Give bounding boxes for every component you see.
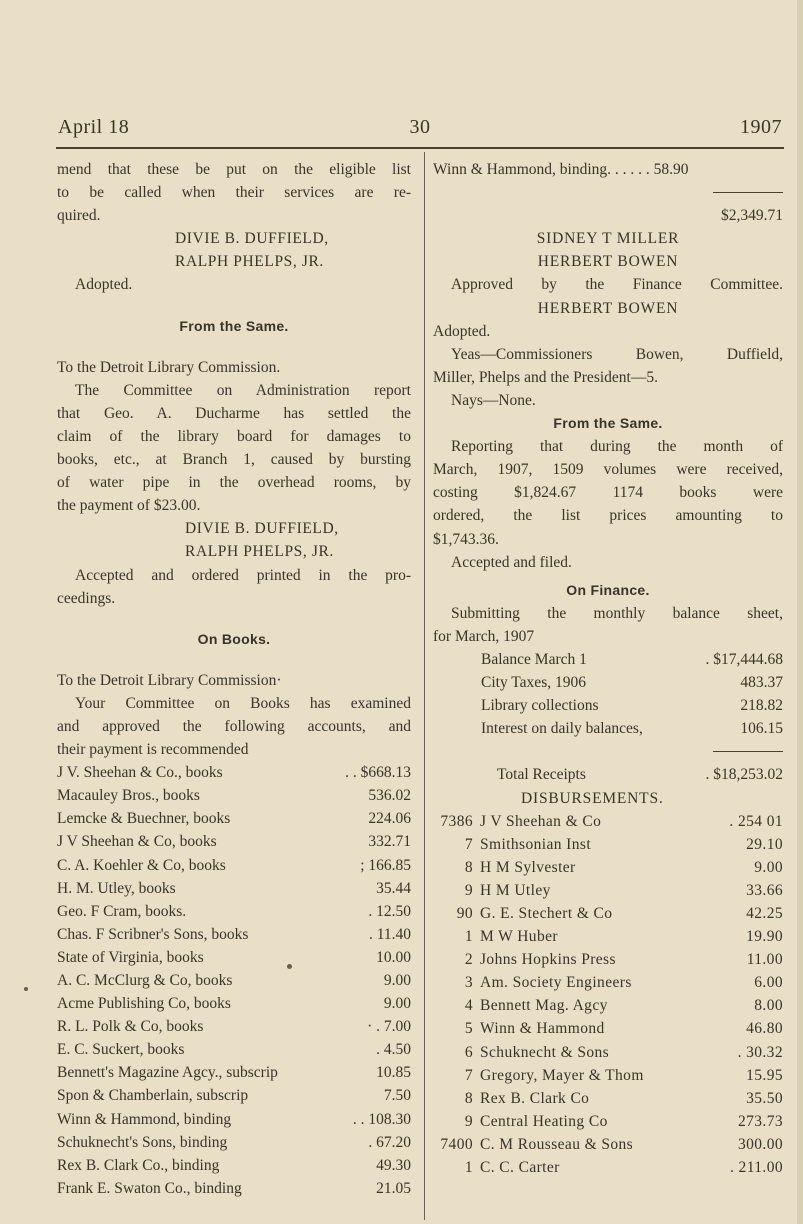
section-heading: From the Same. <box>179 317 289 334</box>
payment-amount: . 254 01 <box>729 812 783 830</box>
account-name: Winn & Hammond, binding <box>57 1110 232 1128</box>
account-amount: 49.30 <box>376 1156 411 1174</box>
account-name: J V. Sheehan & Co., books <box>57 764 223 782</box>
disbursement-row <box>433 833 783 856</box>
payee-name: H M Utley <box>480 881 551 899</box>
text-line: Accepted and filed. <box>451 553 572 571</box>
account-amount: . 4.50 <box>376 1041 411 1059</box>
header-rule <box>56 147 784 149</box>
text-line: $1,743.36. <box>433 530 499 548</box>
disbursement-row <box>433 1110 783 1133</box>
disbursement-row <box>433 1041 783 1064</box>
account-row <box>57 946 411 969</box>
payment-amount: 8.00 <box>754 997 783 1015</box>
address-line: To the Detroit Library Commission· <box>57 671 282 689</box>
text-line: Reporting that during the month of <box>451 438 783 456</box>
disbursement-row <box>433 1017 783 1040</box>
text-line: Winn & Hammond, binding. . . . . . 58.90 <box>433 161 689 178</box>
receipts-rule <box>433 740 783 763</box>
payment-amount: 29.10 <box>746 835 783 853</box>
payee-name: Winn & Hammond <box>480 1020 605 1038</box>
disbursement-row <box>433 1064 783 1087</box>
account-amount: 7.50 <box>383 1087 411 1105</box>
payee-name: G. E. Stechert & Co <box>480 905 613 922</box>
voucher-number: 5 <box>464 1020 473 1038</box>
payment-amount: 19.90 <box>746 928 783 946</box>
disbursement-row <box>433 856 783 879</box>
voucher-number: 9 <box>464 881 473 899</box>
left-column <box>57 158 411 1200</box>
signature-line: HERBERT BOWEN <box>537 253 679 271</box>
text-line: Nays—None. <box>451 391 536 409</box>
signature-line: SIDNEY T MILLER <box>536 230 680 248</box>
section-heading: On Books. <box>197 630 271 647</box>
account-row <box>57 923 411 946</box>
voucher-number: 7400 <box>440 1135 473 1153</box>
payee-name: C. M Rousseau & Sons <box>480 1135 634 1153</box>
signature-line: DIVIE B. DUFFIELD, <box>185 520 339 538</box>
balance-name: City Taxes, 1906 <box>481 674 586 692</box>
ink-speck <box>24 987 28 991</box>
account-row <box>57 877 411 900</box>
disbursement-row <box>433 971 783 994</box>
account-name: Bennett's Magazine Agcy., subscrip <box>57 1064 278 1082</box>
account-amount: . . 108.30 <box>352 1110 411 1128</box>
payee-name: Central Heating Co <box>480 1112 608 1130</box>
disbursement-row <box>433 1156 783 1179</box>
total-rule <box>433 181 783 204</box>
balance-row <box>433 694 783 717</box>
account-name: Macauley Bros., books <box>57 787 200 805</box>
payee-name: H M Sylvester <box>480 858 576 876</box>
account-amount: 9.00 <box>383 995 411 1013</box>
payment-amount: . 30.32 <box>737 1043 783 1061</box>
payment-amount: 300.00 <box>737 1135 783 1153</box>
payee-name: Schuknecht & Sons <box>480 1043 610 1061</box>
balance-row <box>433 648 783 671</box>
account-row <box>57 854 411 877</box>
balance-row <box>433 717 783 740</box>
voucher-number: 7386 <box>440 812 473 830</box>
account-name: H. M. Utley, books <box>57 879 176 897</box>
account-amount: 21.05 <box>376 1179 411 1197</box>
account-amount: 332.71 <box>368 833 411 851</box>
account-name: R. L. Polk & Co, books <box>57 1018 204 1036</box>
voucher-number: 1 <box>464 1159 473 1177</box>
payment-amount: 35.50 <box>746 1089 783 1107</box>
signature-line: HERBERT BOWEN <box>537 299 679 317</box>
text-line: books, etc., at Branch 1, caused by bursting <box>57 451 411 469</box>
payment-amount: 46.80 <box>746 1020 783 1038</box>
payee-name: C. C. Carter <box>480 1159 560 1177</box>
payment-amount: 9.00 <box>754 858 783 876</box>
voucher-number: 7 <box>464 1066 473 1084</box>
payee-name: M W Huber <box>480 928 558 946</box>
voucher-number: 7 <box>464 835 473 853</box>
address-line: To the Detroit Library Commission. <box>57 358 281 376</box>
account-name: C. A. Koehler & Co, books <box>57 856 226 874</box>
text-line: to be called when their services are re- <box>57 184 411 202</box>
account-name: A. C. McClurg & Co, books <box>57 972 233 989</box>
account-amount: 10.85 <box>376 1064 411 1082</box>
account-amount: . 11.40 <box>368 925 411 943</box>
balance-name: Library collections <box>481 697 599 715</box>
total-receipts-row <box>433 763 783 786</box>
payment-amount: 33.66 <box>746 881 783 899</box>
disbursement-row <box>433 879 783 902</box>
account-row <box>57 830 411 853</box>
text-line: ordered, the list prices amounting to <box>433 507 783 525</box>
text-line: for March, 1907 <box>433 627 535 645</box>
right-column <box>433 158 783 1179</box>
payee-name: Smithsonian Inst <box>480 835 592 853</box>
text-line: Yeas—Commissioners Bowen, Duffield, <box>451 345 783 363</box>
total-amount: $2,349.71 <box>721 207 783 225</box>
account-name: Lemcke & Buechner, books <box>57 810 231 828</box>
account-name: State of Virginia, books <box>57 948 204 966</box>
account-amount: ; 166.85 <box>360 856 411 874</box>
account-row <box>57 1154 411 1177</box>
payment-amount: 273.73 <box>737 1112 783 1130</box>
voucher-number: 8 <box>464 1089 473 1107</box>
account-name: Acme Publishing Co, books <box>57 995 231 1013</box>
total-receipts-amount: . $18,253.02 <box>705 766 783 784</box>
page-number: 30 <box>409 116 431 138</box>
account-row <box>57 1177 411 1200</box>
voucher-number: 4 <box>464 997 473 1015</box>
balance-amount: . $17,444.68 <box>705 650 783 668</box>
text-line: ceedings. <box>57 589 116 607</box>
signature-line: DIVIE B. DUFFIELD, <box>175 230 329 248</box>
payee-name: Rex B. Clark Co <box>480 1089 590 1107</box>
total-receipts-label: Total Receipts <box>497 766 586 784</box>
text-line: that Geo. A. Ducharme has settled the <box>57 404 411 422</box>
voucher-number: 1 <box>464 928 473 946</box>
section-heading: From the Same. <box>553 415 663 432</box>
balance-name: Balance March 1 <box>481 650 587 668</box>
balance-amount: 106.15 <box>740 720 783 738</box>
text-line: Submitting the monthly balance sheet, <box>451 604 783 622</box>
disbursement-row <box>433 994 783 1017</box>
adopted-text: Adopted. <box>75 276 133 294</box>
text-line: claim of the library board for damages to <box>57 427 411 445</box>
text-line: their payment is recommended <box>57 741 249 759</box>
account-name: Spon & Chamberlain, subscrip <box>57 1087 249 1105</box>
disbursement-row <box>433 925 783 948</box>
balance-amount: 483.37 <box>740 674 783 692</box>
disbursement-row <box>433 948 783 971</box>
text-line: mend that these be put on the eligible list <box>57 161 411 178</box>
account-name: Chas. F Scribner's Sons, books <box>57 925 249 943</box>
voucher-number: 8 <box>464 858 473 876</box>
signature-line: RALPH PHELPS, JR. <box>175 253 324 271</box>
voucher-number: 9 <box>464 1112 473 1130</box>
account-name: Schuknecht's Sons, binding <box>57 1133 228 1151</box>
voucher-number: 90 <box>456 905 473 922</box>
balance-name: Interest on daily balances, <box>481 720 643 738</box>
account-row <box>57 969 411 992</box>
text-line: Miller, Phelps and the President—5. <box>433 368 658 386</box>
payment-amount: 6.00 <box>754 974 783 992</box>
text-line: March, 1907, 1509 volumes were received, <box>433 461 783 479</box>
account-row <box>57 900 411 923</box>
text-line: of water pipe in the overhead rooms, by <box>57 474 411 492</box>
header-year: 1907 <box>740 116 782 138</box>
disbursements-heading: DISBURSEMENTS. <box>521 789 664 807</box>
disbursement-row <box>433 810 783 833</box>
account-row <box>57 1038 411 1061</box>
text-line: costing $1,824.67 1174 books were <box>433 484 783 502</box>
payee-name: Am. Society Engineers <box>480 974 632 992</box>
page-header <box>58 116 782 146</box>
text-line: The Committee on Administration report <box>75 381 411 399</box>
payee-name: J V Sheehan & Co <box>480 812 602 830</box>
account-row <box>57 1015 411 1038</box>
account-amount: . . $668.13 <box>345 764 411 782</box>
voucher-number: 2 <box>464 951 473 969</box>
header-date: April 18 <box>58 116 130 138</box>
account-amount: 35.44 <box>376 879 411 897</box>
account-amount: 536.02 <box>368 787 411 805</box>
account-amount: 10.00 <box>376 948 411 966</box>
disbursement-row <box>433 902 783 925</box>
payment-amount: 11.00 <box>746 951 783 969</box>
disbursement-row <box>433 1087 783 1110</box>
payment-amount: . 211.00 <box>730 1159 783 1177</box>
account-name: E. C. Suckert, books <box>57 1041 185 1059</box>
page-edge <box>797 0 803 1224</box>
account-row <box>57 1061 411 1084</box>
account-row <box>57 784 411 807</box>
account-row <box>57 761 411 784</box>
account-row <box>57 1084 411 1107</box>
account-row <box>57 807 411 830</box>
account-name: Frank E. Swaton Co., binding <box>57 1179 242 1197</box>
payee-name: Johns Hopkins Press <box>480 951 616 969</box>
account-name: J V Sheehan & Co, books <box>57 833 217 851</box>
account-amount: 224.06 <box>368 810 411 828</box>
account-row <box>57 992 411 1015</box>
payee-name: Gregory, Mayer & Thom <box>480 1066 644 1084</box>
balance-row <box>433 671 783 694</box>
text-line: quired. <box>57 207 101 225</box>
text-line: Approved by the Finance Committee. <box>451 276 783 294</box>
voucher-number: 3 <box>464 974 473 992</box>
account-name: Rex B. Clark Co., binding <box>57 1156 220 1174</box>
text-line: Your Committee on Books has examined <box>75 694 411 712</box>
text-line: the payment of $23.00. <box>57 497 201 515</box>
voucher-number: 6 <box>464 1043 473 1061</box>
account-amount: . 12.50 <box>368 902 411 920</box>
account-row <box>57 1131 411 1154</box>
payment-amount: 42.25 <box>746 905 783 922</box>
text-line: Accepted and ordered printed in the pro- <box>75 566 411 584</box>
account-name: Geo. F Cram, books. <box>57 902 187 920</box>
disbursement-row <box>433 1133 783 1156</box>
ink-speck <box>287 964 292 969</box>
payment-amount: 15.95 <box>746 1066 783 1084</box>
account-row <box>57 1108 411 1131</box>
adopted-text: Adopted. <box>433 322 491 340</box>
payee-name: Bennett Mag. Agcy <box>480 997 608 1015</box>
text-line: and approved the following accounts, and <box>57 717 411 735</box>
account-amount: 9.00 <box>383 972 411 989</box>
section-heading: On Finance. <box>566 581 650 598</box>
account-amount: · . 7.00 <box>367 1018 411 1036</box>
column-divider <box>424 152 425 1220</box>
account-amount: . 67.20 <box>368 1133 411 1151</box>
signature-line: RALPH PHELPS, JR. <box>185 543 334 561</box>
balance-amount: 218.82 <box>740 697 783 715</box>
